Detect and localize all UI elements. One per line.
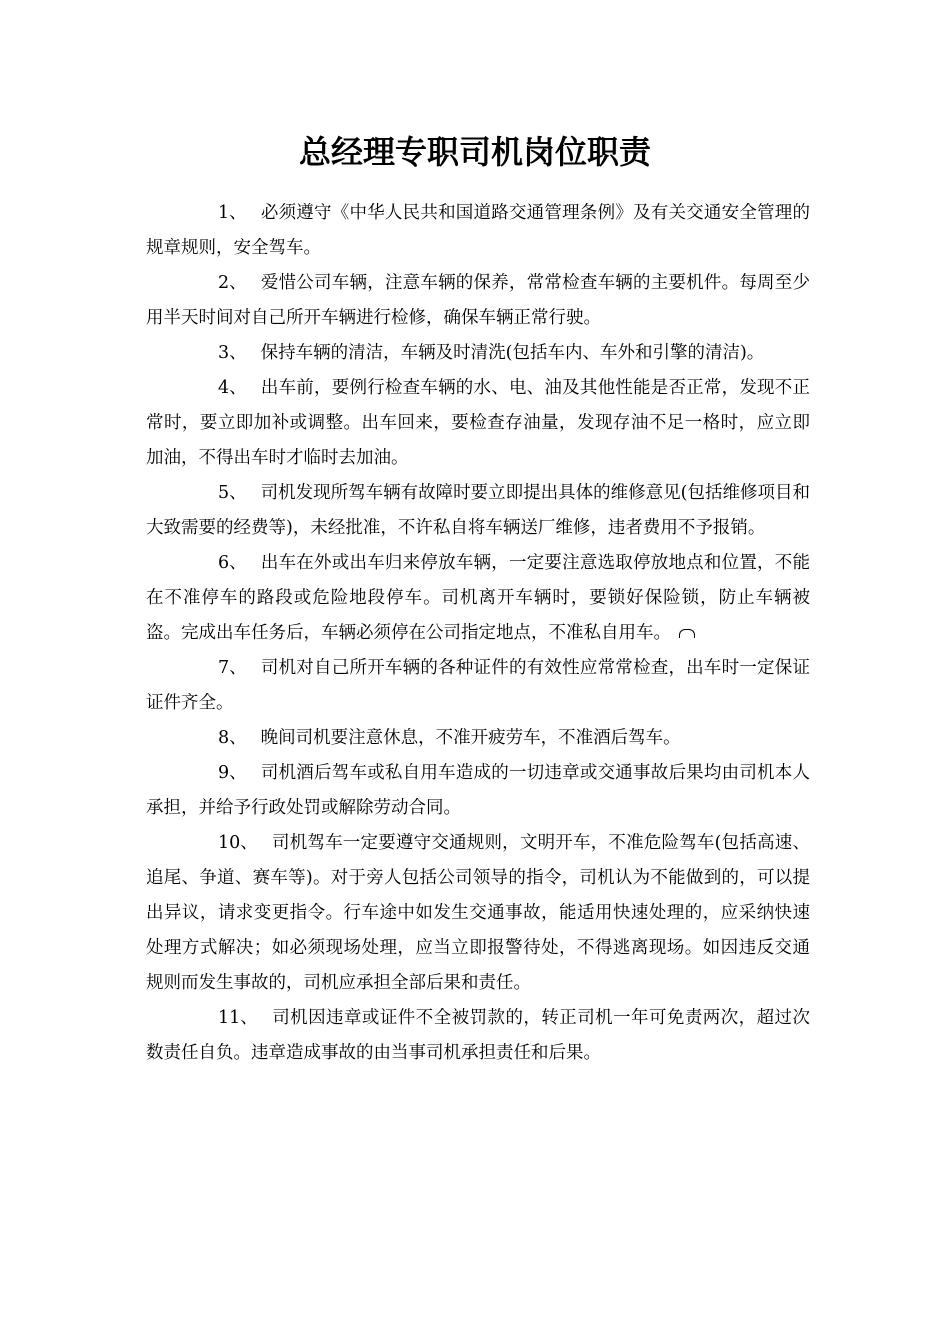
clause-number: 3、 [218,343,247,363]
clause-text: 必须遵守《中华人民共和国道路交通管理条例》及有关交通安全管理的规章规则，安全驾车。 [146,203,810,258]
clause-9 [146,756,810,826]
clause-3 [146,336,810,371]
clause-text: 保持车辆的清洁，车辆及时清洗(包括车内、车外和引擎的清洁)。 [260,343,765,363]
clause-text: 司机发现所驾车辆有故障时要立即提出具体的维修意见(包括维修项目和大致需要的经费等)，未经批准，不许私自将车辆送厂维修，违者费用不予报销。 [146,483,810,538]
clause-text: 司机酒后驾车或私自用车造成的一切违章或交通事故后果均由司机本人承担，并给予行政处罚或解除劳动合同。 [146,763,810,818]
document-title: 总经理专职司机岗位职责 [298,133,651,171]
clause-text: 出车前，要例行检查车辆的水、电、油及其他性能是否正常，发现不正常时，要立即加补或调整。出车回来，要检查存油量，发现存油不足一格时，应立即加油，不得出车时才临时去加油。 [146,378,810,468]
clause-text: 司机驾车一定要遵守交通规则，文明开车，不准危险驾车(包括高速、追尾、争道、赛车等)。对于旁人包括公司领导的指令，司机认为不能做到的，可以提出异议，请求变更指令。行车途中如发生交通事故，能适用快速处理的，应采纳快速处理方式解决；如必须现场处理，应当立即报警待处，不得逃离现场。如因违反交通规则而发生事故的，司机应承担全部后果和责任。 [146,833,810,993]
clause-11 [146,1001,810,1071]
clause-number: 1、 [218,203,247,223]
clause-number: 2、 [218,273,247,293]
clause-10 [146,826,810,1001]
bracket-mark-icon [679,629,695,638]
clause-4 [146,371,810,476]
clause-2 [146,266,810,336]
clause-7 [146,651,810,721]
clause-text: 出车在外或出车归来停放车辆，一定要注意选取停放地点和位置，不能在不准停车的路段或危险地段停车。司机离开车辆时，要锁好保险锁，防止车辆被盗。完成出车任务后，车辆必须停在公司指定地点，不准私自用车。 [146,553,810,643]
clause-5 [146,476,810,546]
clause-8 [146,721,810,756]
clause-number: 11、 [218,1008,258,1028]
clause-number: 8、 [218,728,247,748]
clause-1 [146,196,810,266]
document-body [146,196,810,1071]
clause-text: 司机对自己所开车辆的各种证件的有效性应常常检查，出车时一定保证证件齐全。 [146,658,810,713]
clause-number: 9、 [218,763,247,783]
clause-number: 7、 [218,658,247,678]
clause-number: 4、 [218,378,247,398]
clause-6 [146,546,810,651]
clause-number: 10、 [218,833,258,853]
clause-text: 晚间司机要注意休息，不准开疲劳车，不准酒后驾车。 [260,728,681,748]
clause-number: 5、 [218,483,247,503]
clause-text: 司机因违章或证件不全被罚款的，转正司机一年可免责两次，超过次数责任自负。违章造成事故的由当事司机承担责任和后果。 [146,1008,810,1063]
clause-number: 6、 [218,553,247,573]
clause-text: 爱惜公司车辆，注意车辆的保养，常常检查车辆的主要机件。每周至少用半天时间对自己所开车辆进行检修，确保车辆正常行驶。 [146,273,810,328]
